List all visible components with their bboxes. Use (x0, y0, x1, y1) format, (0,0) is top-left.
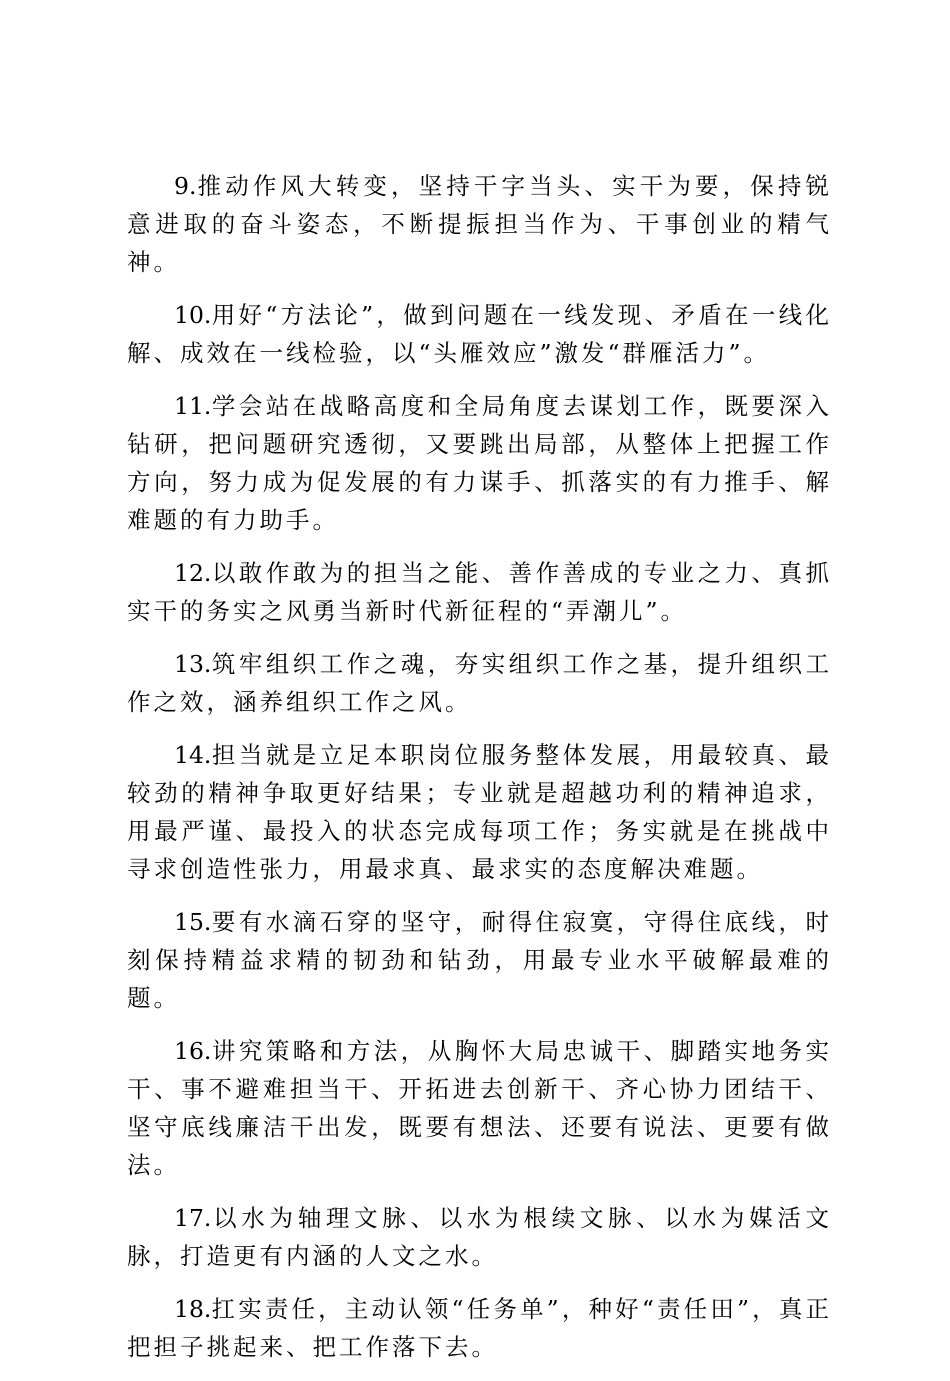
paragraph-11 (127, 387, 832, 539)
paragraph-18 (127, 1290, 832, 1366)
paragraph-9 (127, 167, 832, 281)
paragraph-16 (127, 1032, 832, 1184)
paragraph-10 (127, 296, 832, 372)
paragraph-14 (127, 736, 832, 888)
paragraph-number: 13. (174, 650, 212, 678)
paragraph-text: 担当就是立足本职岗位服务整体发展，用最较真、最较劲的精神争取更好结果；专业就是超越功利的精神追求，用最严谨、最投入的状态完成每项工作；务实就是在挑战中寻求创造性张力，用最求真、最求实的态度解决难题。 (127, 741, 832, 883)
paragraph-13 (127, 645, 832, 721)
paragraph-number: 16. (174, 1037, 212, 1065)
paragraph-text: 推动作风大转变，坚持干字当头、实干为要，保持锐意进取的奋斗姿态，不断提振担当作为、干事创业的精气神。 (127, 172, 832, 276)
paragraph-text: 扛实责任，主动认领“任务单”，种好“责任田”，真正把担子挑起来、把工作落下去。 (127, 1295, 832, 1361)
paragraph-text: 筑牢组织工作之魂，夯实组织工作之基，提升组织工作之效，涵养组织工作之风。 (127, 650, 832, 716)
paragraph-15 (127, 903, 832, 1017)
paragraph-number: 10. (174, 301, 212, 329)
document-body (127, 167, 832, 1381)
paragraph-number: 18. (174, 1295, 212, 1323)
paragraph-number: 11. (174, 392, 212, 420)
paragraph-text: 用好“方法论”，做到问题在一线发现、矛盾在一线化解、成效在一线检验，以“头雁效应”激发“群雁活力”。 (127, 301, 832, 367)
paragraph-number: 15. (174, 908, 212, 936)
paragraph-text: 学会站在战略高度和全局角度去谋划工作，既要深入钻研，把问题研究透彻，又要跳出局部，从整体上把握工作方向，努力成为促发展的有力谋手、抓落实的有力推手、解难题的有力助手。 (127, 392, 832, 534)
paragraph-number: 9. (174, 172, 197, 200)
paragraph-number: 14. (174, 741, 212, 769)
paragraph-number: 17. (174, 1204, 212, 1232)
paragraph-text: 以敢作敢为的担当之能、善作善成的专业之力、真抓实干的务实之风勇当新时代新征程的“弄潮儿”。 (127, 559, 832, 625)
paragraph-12 (127, 554, 832, 630)
paragraph-17 (127, 1199, 832, 1275)
paragraph-text: 讲究策略和方法，从胸怀大局忠诚干、脚踏实地务实干、事不避难担当干、开拓进去创新干、齐心协力团结干、坚守底线廉洁干出发，既要有想法、还要有说法、更要有做法。 (127, 1037, 832, 1179)
paragraph-text: 以水为轴理文脉、以水为根续文脉、以水为媒活文脉，打造更有内涵的人文之水。 (127, 1204, 832, 1270)
paragraph-text: 要有水滴石穿的坚守，耐得住寂寞，守得住底线，时刻保持精益求精的韧劲和钻劲，用最专业水平破解最难的题。 (127, 908, 832, 1012)
paragraph-number: 12. (174, 559, 212, 587)
